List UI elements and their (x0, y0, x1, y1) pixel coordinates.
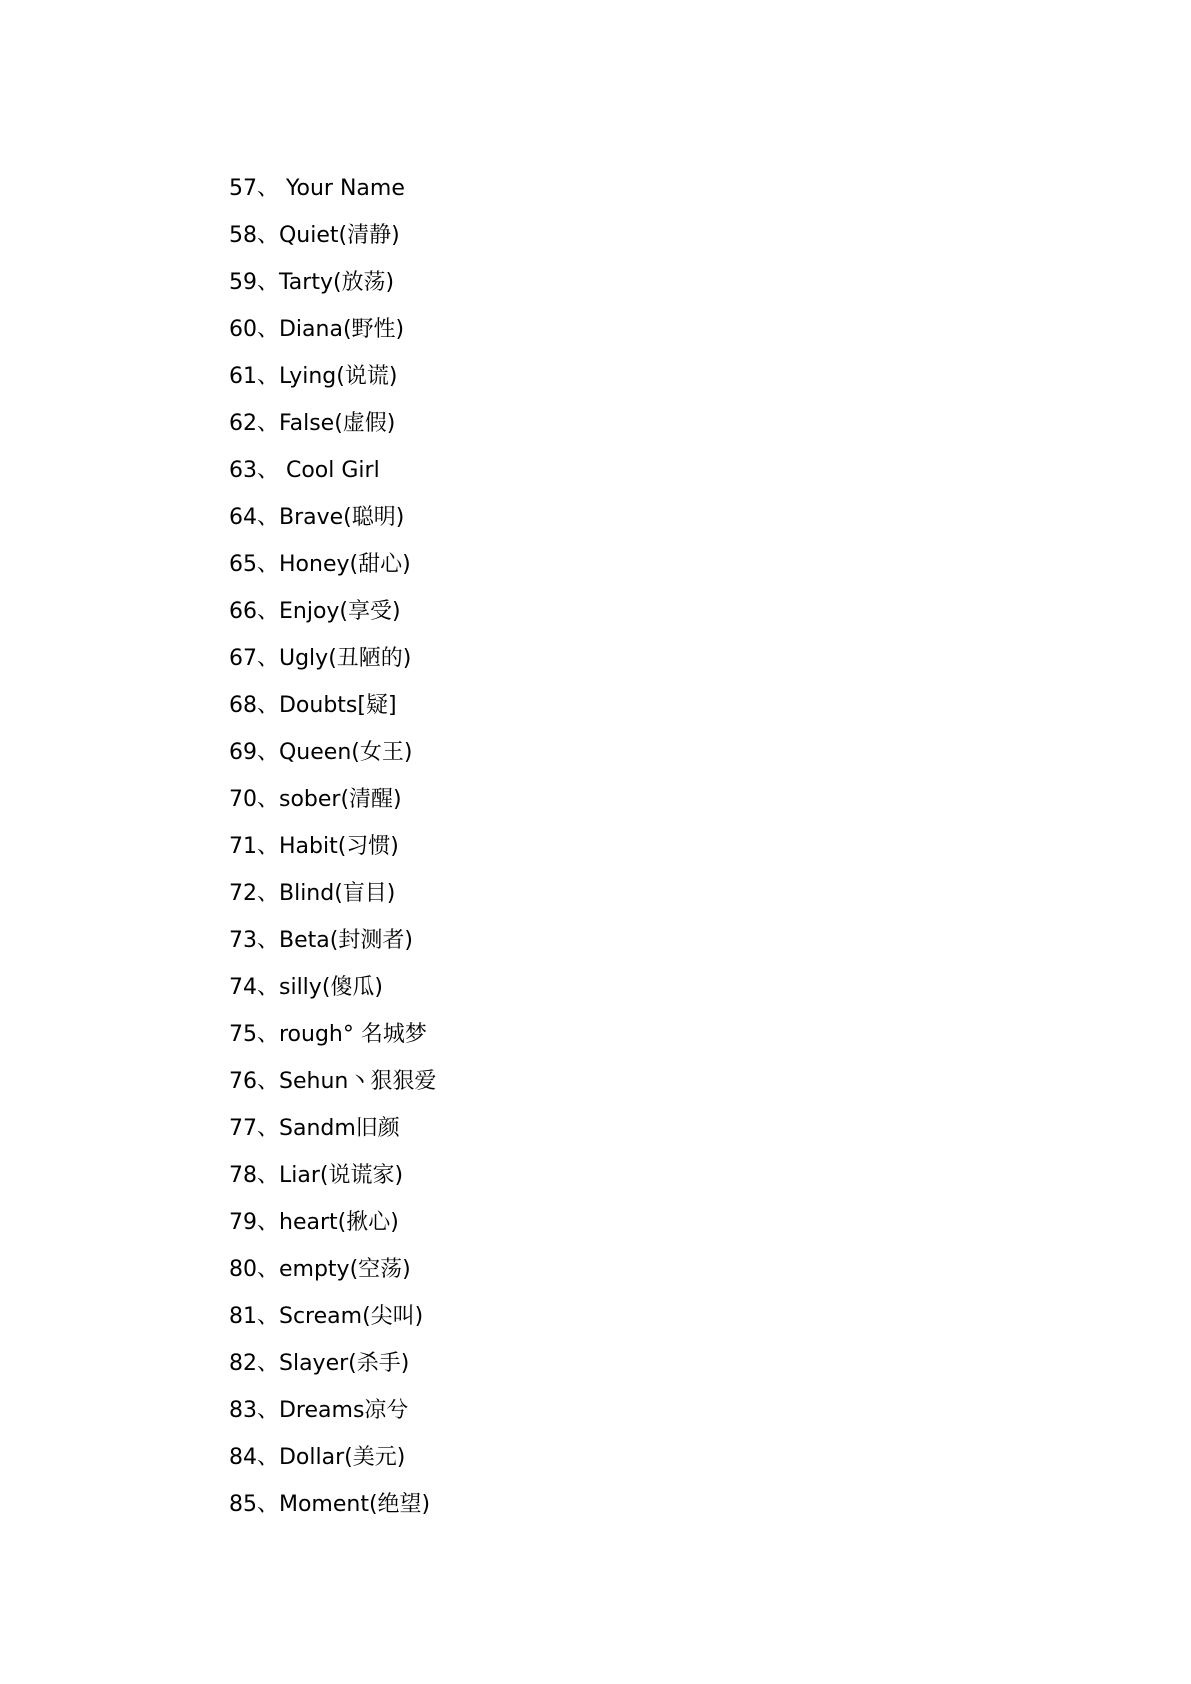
list-item: 71、Habit(习惯) (229, 834, 399, 859)
list-item: 73、Beta(封测者) (229, 928, 413, 953)
list-item: 85、Moment(绝望) (229, 1492, 431, 1517)
list-item: 78、Liar(说谎家) (229, 1163, 404, 1188)
list-item: 75、rough° 名城梦 (229, 1022, 427, 1047)
list-item: 72、Blind(盲目) (229, 881, 396, 906)
list-item: 65、Honey(甜心) (229, 552, 411, 577)
list-item: 82、Slayer(杀手) (229, 1351, 410, 1376)
list-item: 70、sober(清醒) (229, 787, 402, 812)
list-item: 80、empty(空荡) (229, 1257, 411, 1282)
list-item: 61、Lying(说谎) (229, 364, 398, 389)
list-item: 69、Queen(女王) (229, 740, 413, 765)
list-item: 58、Quiet(清静) (229, 223, 400, 248)
list-item: 77、Sandm旧颜 (229, 1116, 400, 1141)
list-item: 84、Dollar(美元) (229, 1445, 406, 1470)
list-item: 59、Tarty(放荡) (229, 270, 395, 295)
name-list (229, 165, 436, 1528)
list-item: 67、Ugly(丑陋的) (229, 646, 412, 671)
list-item: 83、Dreams凉兮 (229, 1398, 409, 1423)
list-item: 76、Sehun丶狠狠爱 (229, 1069, 437, 1094)
list-item: 81、Scream(尖叫) (229, 1304, 424, 1329)
list-item: 57、 Your Name (229, 176, 405, 201)
list-item: 79、heart(揪心) (229, 1210, 399, 1235)
list-item: 66、Enjoy(享受) (229, 599, 401, 624)
list-item: 62、False(虚假) (229, 411, 396, 436)
list-item: 74、silly(傻瓜) (229, 975, 383, 1000)
list-item: 63、 Cool Girl (229, 458, 380, 483)
list-item: 68、Doubts[疑] (229, 693, 397, 718)
list-item: 64、Brave(聪明) (229, 505, 405, 530)
list-item: 60、Diana(野性) (229, 317, 405, 342)
